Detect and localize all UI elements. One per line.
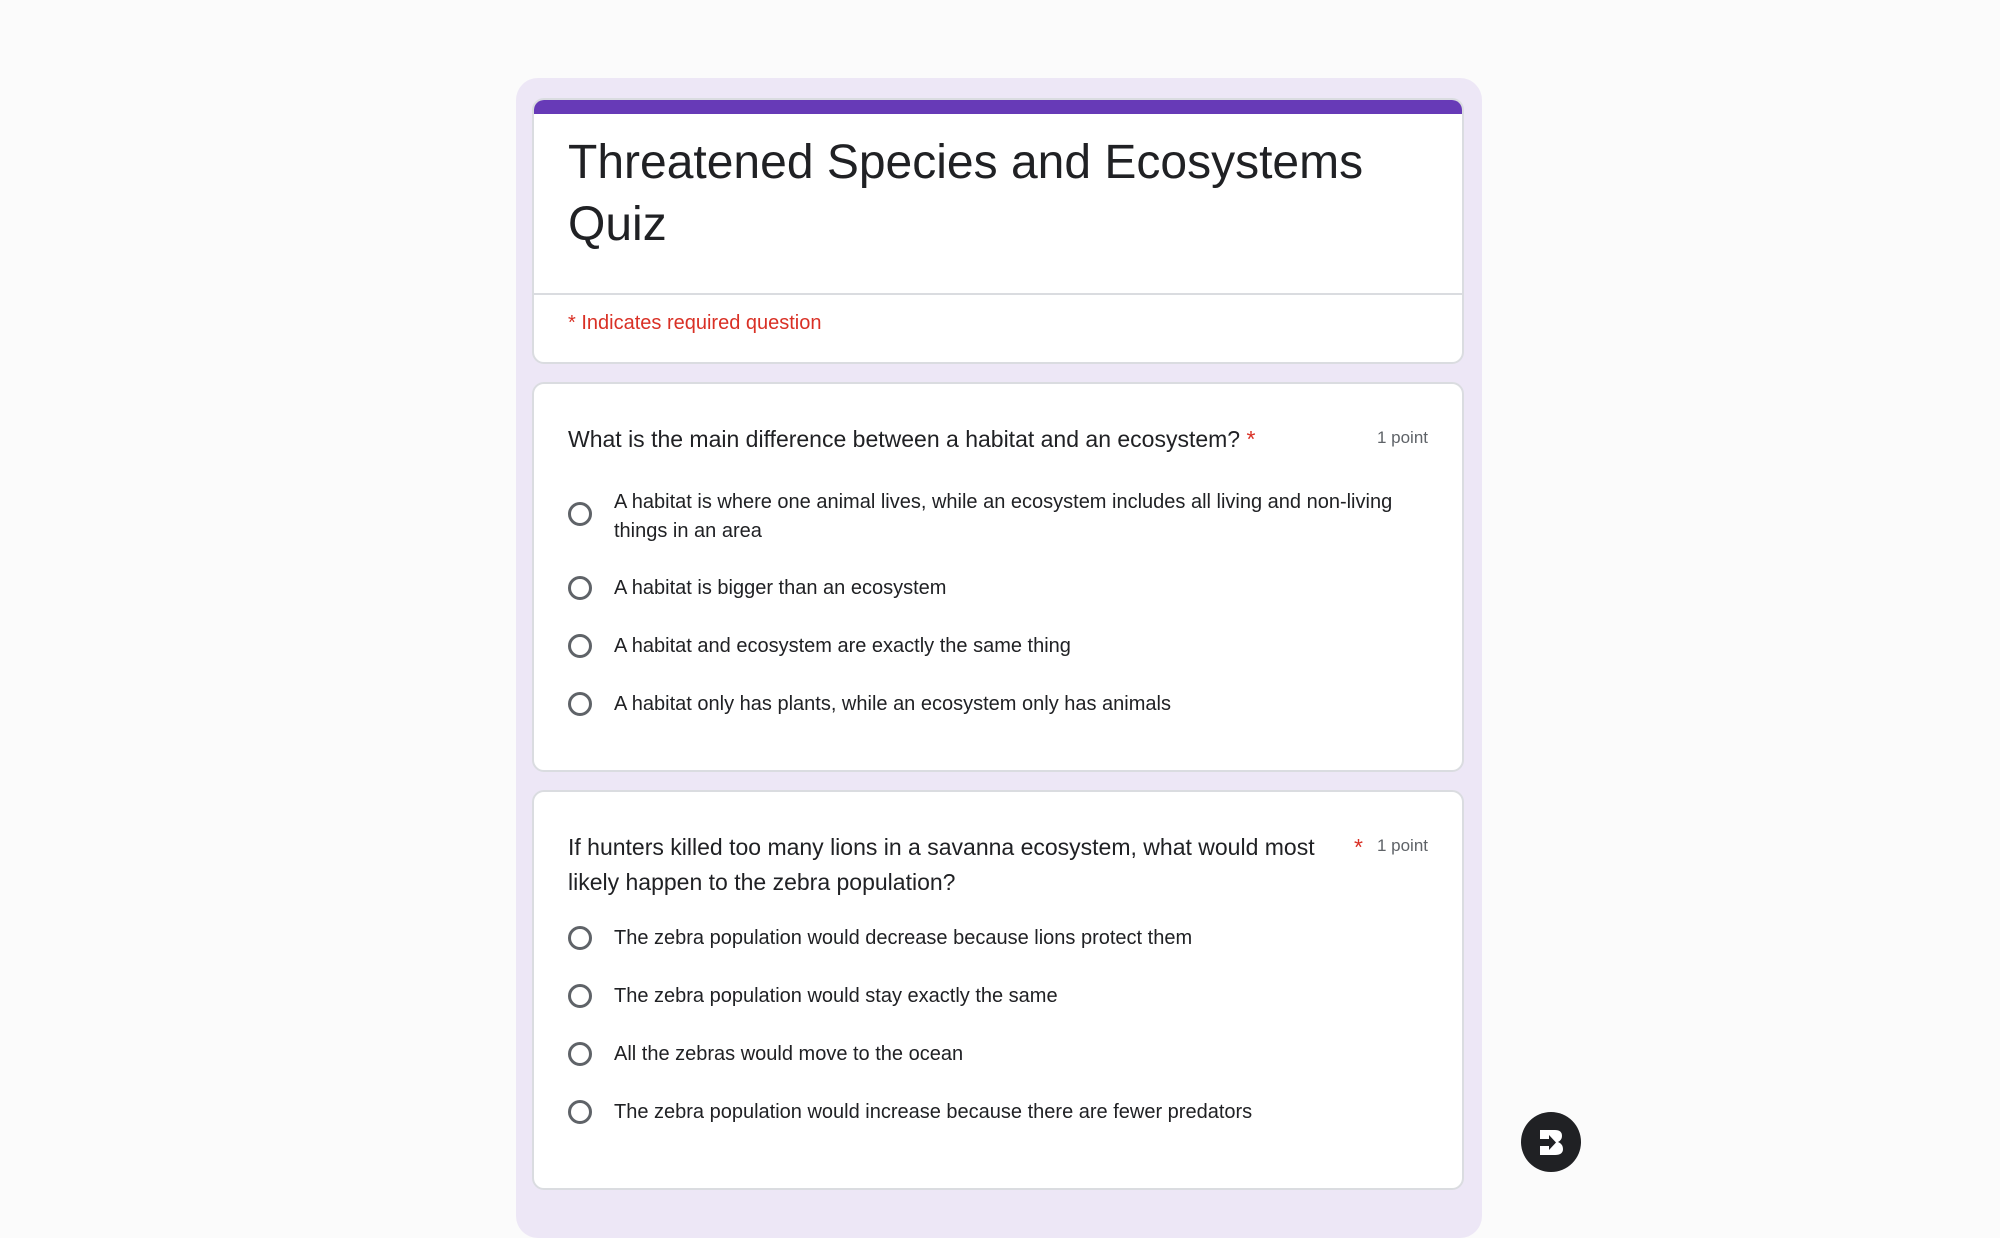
radio-option[interactable] [568,924,1398,954]
question-title [568,830,1338,900]
question-card-1 [532,382,1464,772]
required-asterisk: * [1246,426,1256,452]
option-label: A habitat is bigger than an ecosystem [614,577,947,599]
option-label: A habitat and ecosystem are exactly the same thing [614,635,1071,657]
radio-option[interactable] [568,488,1398,548]
radio-option[interactable] [568,1040,1398,1070]
radio-button[interactable] [568,1042,592,1066]
option-label: All the zebras would move to the ocean [614,1043,964,1065]
option-label: A habitat only has plants, while an ecosystem only has animals [614,693,1171,715]
option-label: The zebra population would increase because there are fewer predators [614,1101,1253,1123]
header-divider [534,293,1462,295]
question-title [568,422,1368,457]
form-header-card [532,98,1464,364]
radio-option[interactable] [568,1098,1398,1128]
question-points: 1 point [1376,836,1428,855]
form-title: Threatened Species and Ecosystems Quiz [568,136,1364,251]
floating-action-button[interactable] [1521,1112,1581,1172]
required-note: * Indicates required question [568,312,822,334]
option-label: A habitat is where one animal lives, while an ecosystem includes all living and non-living things in an area [614,491,1393,542]
question-text: If hunters killed too many lions in a savanna ecosystem, what would most likely happen to the zebra population? [568,834,1315,895]
radio-button[interactable] [568,692,592,716]
radio-option[interactable] [568,632,1398,662]
option-label: The zebra population would stay exactly the same [614,985,1058,1007]
question-points: 1 point [1376,428,1428,447]
radio-button[interactable] [568,926,592,950]
header-accent-bar [534,100,1462,114]
required-asterisk: * [1354,834,1363,860]
exit-arrow-icon [1534,1125,1568,1159]
option-label: The zebra population would decrease because lions protect them [614,927,1193,949]
question-text: What is the main difference between a habitat and an ecosystem? [568,426,1241,452]
radio-option[interactable] [568,574,1398,604]
radio-option[interactable] [568,982,1398,1012]
radio-button[interactable] [568,576,592,600]
radio-button[interactable] [568,1100,592,1124]
question-card-2 [532,790,1464,1190]
radio-button[interactable] [568,984,592,1008]
radio-option[interactable] [568,690,1398,720]
radio-button[interactable] [568,502,592,526]
radio-button[interactable] [568,634,592,658]
